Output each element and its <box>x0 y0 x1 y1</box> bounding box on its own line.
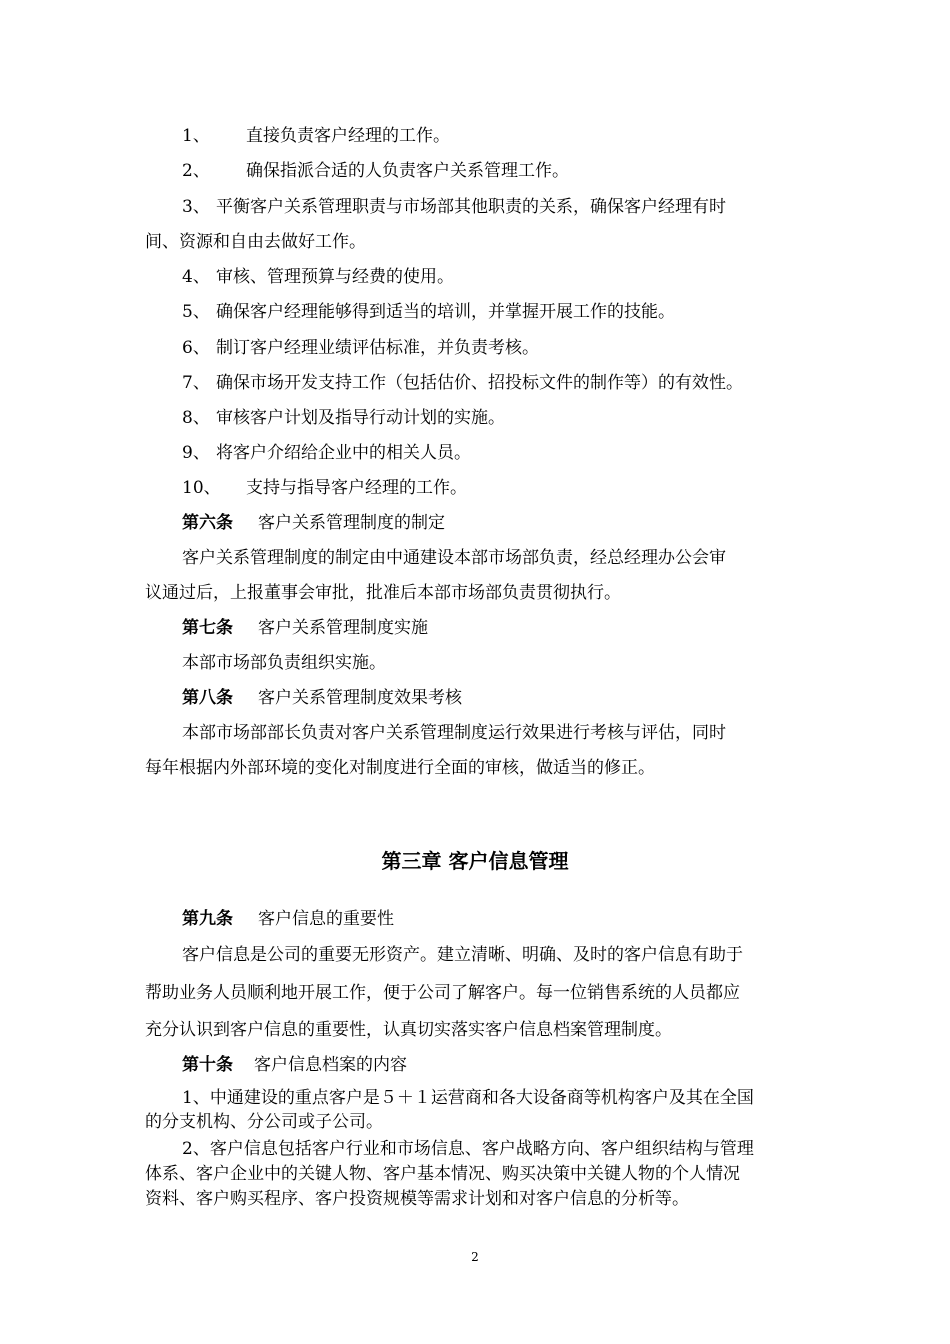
paragraph-line: 2、客户信息包括客户行业和市场信息、客户战略方向、客户组织结构与管理 <box>182 1139 754 1159</box>
paragraph-line: 体系、客户企业中的关键人物、客户基本情况、购买决策中关键人物的个人情况 <box>145 1164 740 1184</box>
paragraph-line: 帮助业务人员顺利地开展工作，便于公司了解客户。每一位销售系统的人员都应 <box>145 983 740 1003</box>
article-heading: 第七条 客户关系管理制度实施 <box>182 618 428 638</box>
paragraph-line: 议通过后，上报董事会审批，批准后本部市场部负责贯彻执行。 <box>145 583 621 603</box>
page-number: 2 <box>471 1250 479 1264</box>
article-heading: 第八条 客户关系管理制度效果考核 <box>182 688 462 708</box>
paragraph-line: 本部市场部部长负责对客户关系管理制度运行效果进行考核与评估，同时 <box>182 723 726 743</box>
list-item: 5、 确保客户经理能够得到适当的培训，并掌握开展工作的技能。 <box>182 302 675 322</box>
list-item: 9、 将客户介绍给企业中的相关人员。 <box>182 443 471 463</box>
paragraph-line: 客户关系管理制度的制定由中通建设本部市场部负责，经总经理办公会审 <box>182 548 726 568</box>
list-item-continuation: 间、资源和自由去做好工作。 <box>145 232 366 252</box>
article-heading: 第十条 客户信息档案的内容 <box>182 1055 407 1075</box>
article-heading: 第九条 客户信息的重要性 <box>182 909 394 929</box>
paragraph-line: 的分支机构、分公司或子公司。 <box>145 1112 383 1132</box>
list-item: 2、 确保指派合适的人负责客户关系管理工作。 <box>182 161 569 181</box>
paragraph-line: 1、中通建设的重点客户是５＋１运营商和各大设备商等机构客户及其在全国 <box>182 1088 754 1108</box>
paragraph-line: 资料、客户购买程序、客户投资规模等需求计划和对客户信息的分析等。 <box>145 1189 689 1209</box>
chapter-title: 第三章 客户信息管理 <box>381 849 569 873</box>
list-item: 1、 直接负责客户经理的工作。 <box>182 126 450 146</box>
list-item: 4、 审核、管理预算与经费的使用。 <box>182 267 454 287</box>
list-item: 8、 审核客户计划及指导行动计划的实施。 <box>182 408 505 428</box>
list-item: 3、 平衡客户关系管理职责与市场部其他职责的关系，确保客户经理有时 <box>182 197 726 217</box>
list-item: 10、 支持与指导客户经理的工作。 <box>182 478 467 498</box>
list-item: 6、 制订客户经理业绩评估标准，并负责考核。 <box>182 338 539 358</box>
paragraph-line: 客户信息是公司的重要无形资产。建立清晰、明确、及时的客户信息有助于 <box>182 945 743 965</box>
list-item: 7、 确保市场开发支持工作（包括估价、招投标文件的制作等）的有效性。 <box>182 373 743 393</box>
paragraph-line: 本部市场部负责组织实施。 <box>182 653 386 673</box>
article-heading: 第六条 客户关系管理制度的制定 <box>182 513 445 533</box>
paragraph-line: 充分认识到客户信息的重要性，认真切实落实客户信息档案管理制度。 <box>145 1020 672 1040</box>
paragraph-line: 每年根据内外部环境的变化对制度进行全面的审核，做适当的修正。 <box>145 758 655 778</box>
